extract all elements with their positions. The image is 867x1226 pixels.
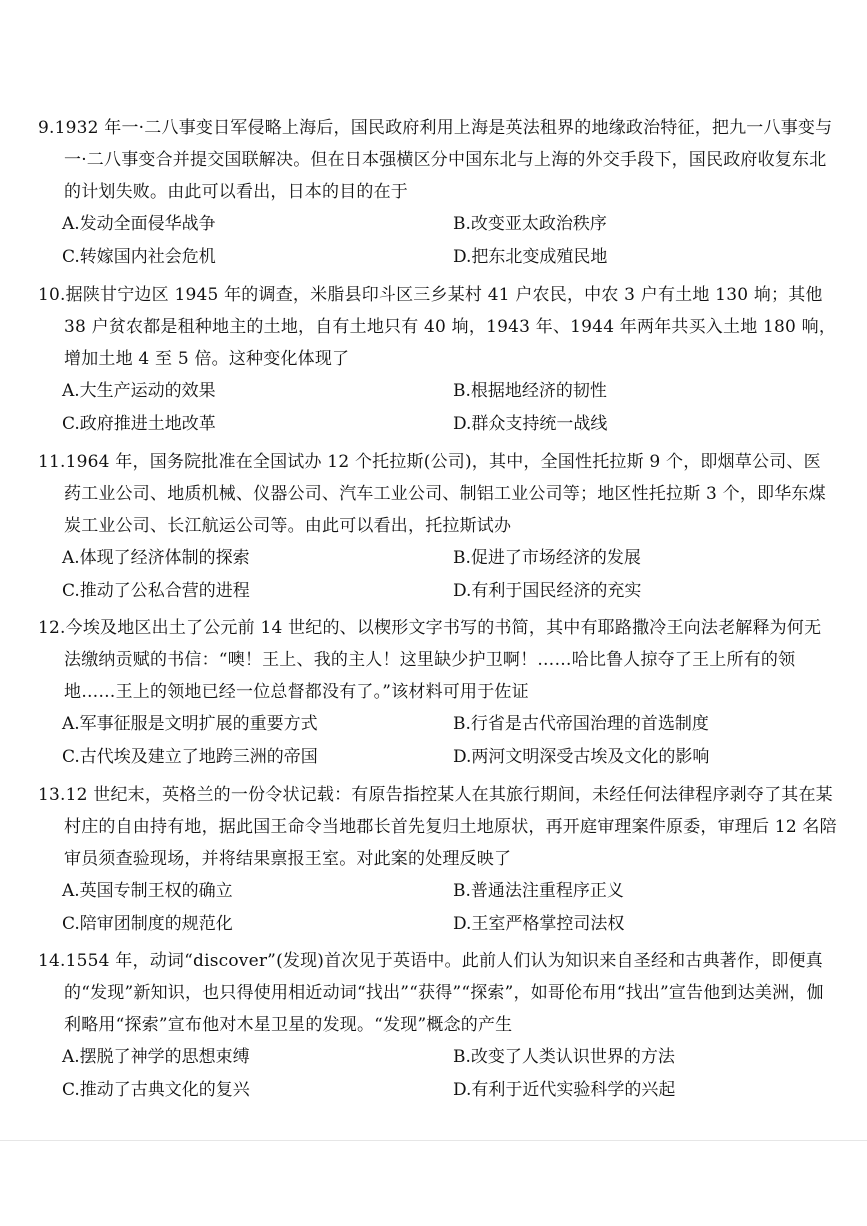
question-stem: 9.1932 年一·二八事变日军侵略上海后，国民政府利用上海是英法租界的地缘政治特征，把九一八事变与一·二八事变合并提交国联解决。但在日本强横区分中国东北与上海的外交手段下，国民政府收复东北的计划失败。由此可以看出，日本的目的在于: [38, 118, 833, 202]
option-b[interactable]: B.促进了市场经济的发展: [453, 548, 641, 568]
page-bottom-divider: [0, 1140, 867, 1141]
option-b[interactable]: B.根据地经济的韧性: [453, 381, 607, 401]
option-b[interactable]: B.改变亚太政治秩序: [453, 214, 607, 234]
option-d[interactable]: D.有利于国民经济的充实: [453, 581, 642, 601]
option-a[interactable]: A.英国专制王权的确立: [62, 881, 233, 901]
option-c[interactable]: C.推动了公私合营的进程: [62, 581, 250, 601]
option-b[interactable]: B.改变了人类认识世界的方法: [453, 1047, 675, 1067]
options-list: [62, 375, 838, 441]
option-d[interactable]: D.把东北变成殖民地: [453, 247, 608, 267]
option-c[interactable]: C.推动了古典文化的复兴: [62, 1080, 250, 1100]
question-stem: 11.1964 年，国务院批准在全国试办 12 个托拉斯(公司)，其中，全国性托拉斯 9 个，即烟草公司、医药工业公司、地质机械、仪器公司、汽车工业公司、制铝工业公司等；地区性托拉斯 3 个，即华东煤炭工业公司、长江航运公司等。由此可以看出，托拉斯试办: [38, 452, 826, 536]
question-11: [38, 446, 838, 608]
question-stem: 12.今埃及地区出土了公元前 14 世纪的、以楔形文字书写的书简，其中有耶路撒冷王向法老解释为何无法缴纳贡赋的书信：“噢！王上、我的主人！这里缺少护卫啊！……哈比鲁人掠夺了王上所有的领地……王上的领地已经一位总督都没有了。”该材料可用于佐证: [38, 618, 822, 702]
question-9: [38, 112, 838, 274]
option-b[interactable]: B.行省是古代帝国治理的首选制度: [453, 714, 709, 734]
option-a[interactable]: A.体现了经济体制的探索: [62, 548, 250, 568]
options-list: [62, 708, 838, 774]
option-a[interactable]: A.摆脱了神学的思想束缚: [62, 1047, 250, 1067]
question-10: [38, 279, 838, 441]
question-13: [38, 779, 838, 941]
options-list: [62, 208, 838, 274]
options-list: [62, 1041, 838, 1107]
options-list: [62, 875, 838, 941]
option-d[interactable]: D.有利于近代实验科学的兴起: [453, 1080, 676, 1100]
option-a[interactable]: A.军事征服是文明扩展的重要方式: [62, 714, 318, 734]
option-a[interactable]: A.大生产运动的效果: [62, 381, 216, 401]
question-stem: 10.据陕甘宁边区 1945 年的调查，米脂县印斗区三乡某村 41 户农民，中农 3 户有土地 130 垧；其他 38 户贫农都是租种地主的土地，自有土地只有 40 垧，1943 年、1944 年两年共买入土地 180 响，增加土地 4 至 5 倍。这种变化体现了: [38, 285, 837, 369]
question-stem: 13.12 世纪末，英格兰的一份令状记载：有原告指控某人在其旅行期间，未经任何法律程序剥夺了其在某村庄的自由持有地，据此国王命令当地郡长首先复归土地原状，再开庭审理案件原委，审理后 12 名陪审员须查验现场，并将结果禀报王室。对此案的处理反映了: [38, 785, 837, 869]
option-c[interactable]: C.陪审团制度的规范化: [62, 914, 233, 934]
option-b[interactable]: B.普通法注重程序正义: [453, 881, 624, 901]
question-12: [38, 612, 838, 774]
option-c[interactable]: C.转嫁国内社会危机: [62, 247, 216, 267]
question-14: [38, 945, 838, 1107]
option-d[interactable]: D.两河文明深受古埃及文化的影响: [453, 747, 710, 767]
option-d[interactable]: D.群众支持统一战线: [453, 414, 608, 434]
options-list: [62, 542, 838, 608]
question-stem: 14.1554 年，动词“discover”(发现)首次见于英语中。此前人们认为知识来自圣经和古典著作，即便真的“发现”新知识，也只得使用相近动词“找出”“获得”“探索”，如哥伦布用“找出”宣告他到达美洲，伽利略用“探索”宣布他对木星卫星的发现。“发现”概念的产生: [38, 951, 824, 1035]
option-c[interactable]: C.政府推进土地改革: [62, 414, 216, 434]
option-d[interactable]: D.王室严格掌控司法权: [453, 914, 625, 934]
option-a[interactable]: A.发动全面侵华战争: [62, 214, 216, 234]
option-c[interactable]: C.古代埃及建立了地跨三洲的帝国: [62, 747, 318, 767]
